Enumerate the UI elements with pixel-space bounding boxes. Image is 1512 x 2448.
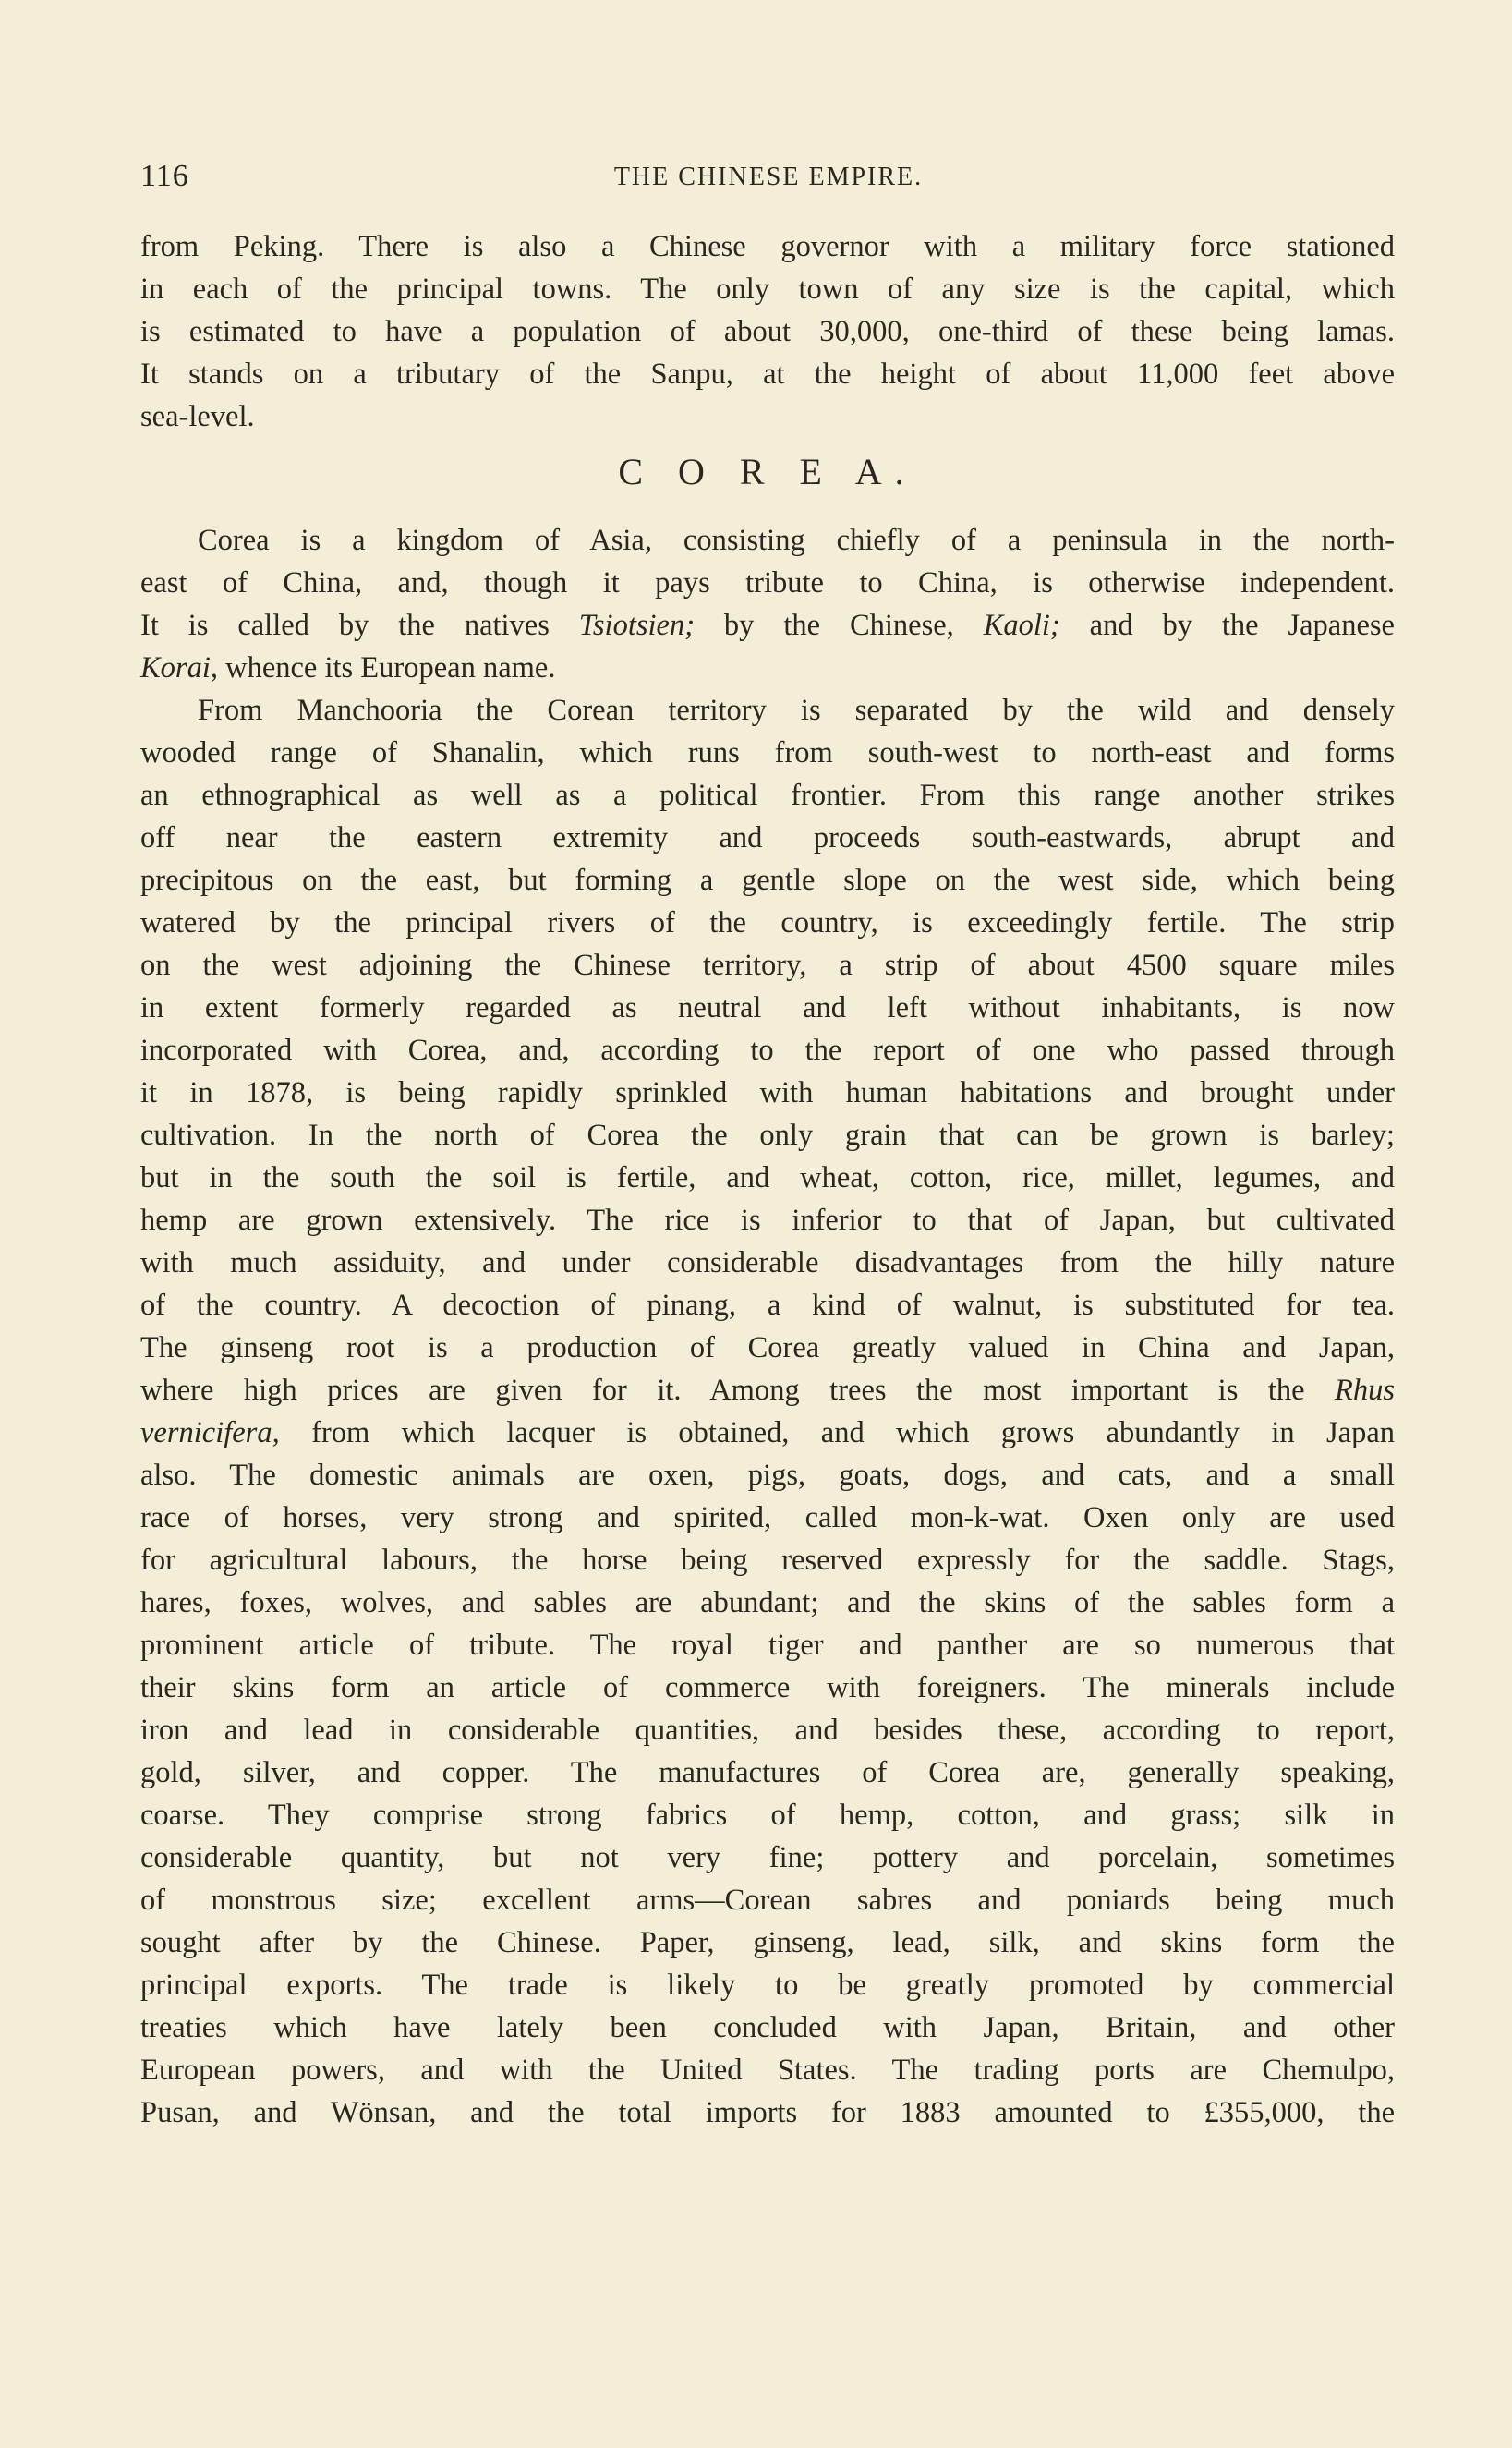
text-line: considerable quantity, but not very fine; pottery and porcelain, sometimes	[140, 1841, 1395, 1874]
text-line: prominent article of tribute. The royal tiger and panther are so numerous that	[140, 1629, 1395, 1662]
text-run: It is called by the natives	[140, 609, 579, 642]
text-line: From Manchooria the Corean territory is separated by the wild and densely	[198, 694, 1395, 727]
text-line: incorporated with Corea, and, according to the report of one who passed through	[140, 1034, 1395, 1067]
text-line: off near the eastern extremity and proceeds south-eastwards, abrupt and	[140, 821, 1395, 854]
text-line: gold, silver, and copper. The manufactures of Corea are, generally speaking,	[140, 1756, 1395, 1789]
text-line: European powers, and with the United States. The trading ports are Chemulpo,	[140, 2054, 1395, 2087]
text-line	[140, 1369, 1395, 1412]
body-text	[140, 225, 1395, 2134]
text-line: coarse. They comprise strong fabrics of hemp, cotton, and grass; silk in	[140, 1799, 1395, 1832]
text-line: sea-level.	[140, 400, 255, 433]
italic-term: Tsiotsien;	[578, 609, 696, 642]
italic-term: vernicifera,	[140, 1416, 280, 1449]
text-run: by the Chinese,	[695, 609, 984, 642]
text-line: principal exports. The trade is likely to be greatly promoted by commercial	[140, 1969, 1395, 2002]
text-line: also. The domestic animals are oxen, pigs, goats, dogs, and cats, and a small	[140, 1459, 1395, 1492]
text-line: iron and lead in considerable quantities, and besides these, according to report,	[140, 1714, 1395, 1747]
text-line: Pusan, and Wönsan, and the total imports for 1883 amounted to £355,000, the	[140, 2096, 1395, 2129]
text-run: where high prices are given for it. Among trees the most important is the	[140, 1374, 1335, 1407]
italic-term: Rhus	[1335, 1374, 1395, 1407]
text-line: of the country. A decoction of pinang, a kind of walnut, is substituted for tea.	[140, 1289, 1395, 1322]
section-heading: C O R E A.	[618, 451, 917, 492]
text-line: it in 1878, is being rapidly sprinkled with human habitations and brought under	[140, 1076, 1395, 1109]
text-line: in extent formerly regarded as neutral and left without inhabitants, is now	[140, 991, 1395, 1024]
continuation-paragraph	[140, 225, 1395, 438]
text-line: on the west adjoining the Chinese territory, a strip of about 4500 square miles	[140, 949, 1395, 982]
text-line: precipitous on the east, but forming a gentle slope on the west side, which being	[140, 864, 1395, 897]
text-line: of monstrous size; excellent arms—Corean sabres and poniards being much	[140, 1884, 1395, 1917]
text-line: wooded range of Shanalin, which runs from south-west to north-east and forms	[140, 736, 1395, 770]
text-run: from which lacquer is obtained, and which grows abundantly in Japan	[279, 1416, 1395, 1449]
italic-term: Korai,	[140, 651, 218, 685]
text-line: east of China, and, though it pays tribute to China, is otherwise independent.	[140, 566, 1395, 600]
text-line	[140, 604, 1395, 647]
text-line: hemp are grown extensively. The rice is inferior to that of Japan, but cultivated	[140, 1204, 1395, 1237]
text-line: cultivation. In the north of Corea the only grain that can be grown is barley;	[140, 1119, 1395, 1152]
text-run: and by the Japanese	[1059, 609, 1395, 642]
text-line: hares, foxes, wolves, and sables are abundant; and the skins of the sables form a	[140, 1586, 1395, 1619]
text-line: but in the south the soil is fertile, and wheat, cotton, rice, millet, legumes, and	[140, 1161, 1395, 1194]
text-line: an ethnographical as well as a political frontier. From this range another strikes	[140, 779, 1395, 812]
text-line: in each of the principal towns. The only town of any size is the capital, which	[140, 273, 1395, 306]
text-run: whence its European name.	[217, 651, 556, 685]
text-line: The ginseng root is a production of Corea greatly valued in China and Japan,	[140, 1331, 1395, 1364]
text-line: It stands on a tributary of the Sanpu, at the height of about 11,000 feet above	[140, 358, 1395, 391]
text-line: sought after by the Chinese. Paper, ginseng, lead, silk, and skins form the	[140, 1926, 1395, 1959]
running-title: THE CHINESE EMPIRE.	[613, 163, 924, 191]
text-line: is estimated to have a population of about 30,000, one-third of these being lamas.	[140, 315, 1395, 348]
text-line: Corea is a kingdom of Asia, consisting chiefly of a peninsula in the north-	[198, 524, 1395, 557]
paragraph-intro	[140, 519, 1395, 689]
text-line: for agricultural labours, the horse being reserved expressly for the saddle. Stags,	[140, 1544, 1395, 1577]
text-line: their skins form an article of commerce with foreigners. The minerals include	[140, 1671, 1395, 1704]
text-line: race of horses, very strong and spirited, called mon-k-wat. Oxen only are used	[140, 1501, 1395, 1534]
page-header	[140, 159, 1397, 205]
text-line: treaties which have lately been concluded with Japan, Britain, and other	[140, 2011, 1395, 2044]
text-line	[140, 1412, 1395, 1454]
text-line: with much assiduity, and under considerable disadvantages from the hilly nature	[140, 1246, 1395, 1279]
text-line	[140, 647, 1395, 689]
text-line: watered by the principal rivers of the country, is exceedingly fertile. The strip	[140, 906, 1395, 939]
italic-term: Kaoli;	[983, 609, 1060, 642]
page-number: 116	[140, 159, 189, 193]
paragraph-geography	[140, 689, 1395, 2134]
text-line: from Peking. There is also a Chinese governor with a military force stationed	[140, 230, 1395, 263]
